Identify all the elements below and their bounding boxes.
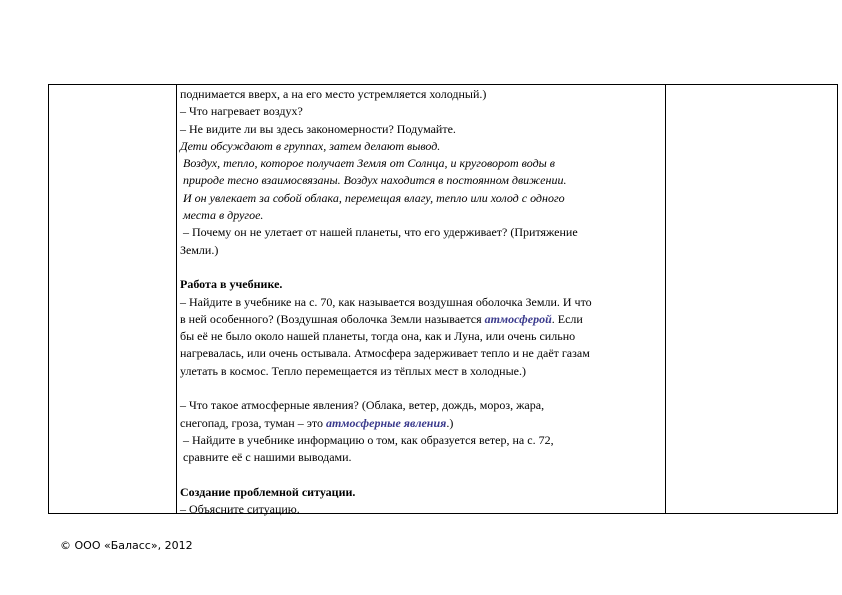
text-line: Земли.) — [180, 242, 219, 257]
text-fragment: . Если — [551, 311, 583, 326]
text-line: улетать в космос. Тепло перемещается из тёплых мест в холодные.) — [180, 363, 526, 378]
text-fragment: в ней особенного? (Воздушная оболочка Земли называется — [180, 311, 485, 326]
text-fragment: .) — [446, 415, 454, 430]
section-heading: Создание проблемной ситуации. — [180, 484, 356, 499]
text-line: нагревалась, или очень остывала. Атмосфера задерживает тепло и не даёт газам — [180, 346, 590, 361]
spacer — [180, 467, 665, 484]
question-line: – Что нагревает воздух? — [180, 104, 303, 119]
conclusion-line: природе тесно взаимосвязаны. Воздух находится в постоянном движении. — [183, 173, 567, 188]
question-line: – Найдите в учебнике на с. 70, как называется воздушная оболочка Земли. И что — [180, 294, 592, 309]
column-divider-right — [665, 85, 666, 513]
text-line — [180, 311, 665, 328]
conclusion-line: Воздух, тепло, которое получает Земля от Солнца, и круговорот воды в — [183, 156, 555, 171]
spacer — [180, 259, 665, 276]
spacer — [180, 380, 665, 397]
question-line: – Объясните ситуацию. — [180, 502, 300, 517]
question-line: – Найдите в учебнике информацию о том, как образуется ветер, на с. 72, — [183, 432, 554, 447]
text-line — [180, 415, 665, 432]
copyright-footer: © ООО «Баласс», 2012 — [60, 539, 193, 552]
question-line: – Почему он не улетает от нашей планеты, что его удерживает? (Притяжение — [183, 225, 578, 240]
text-line: бы её не было около нашей планеты, тогда она, как и Луна, или очень сильно — [180, 329, 576, 344]
key-term: атмосферой — [484, 311, 552, 326]
question-line: – Не видите ли вы здесь закономерности? Подумайте. — [180, 121, 456, 136]
section-heading: Работа в учебнике. — [180, 277, 283, 292]
question-line: – Что такое атмосферные явления? (Облака, ветер, дождь, мороз, жара, — [180, 398, 545, 413]
activity-note: Дети обсуждают в группах, затем делают вывод. — [180, 138, 441, 153]
column-divider-left — [176, 85, 177, 513]
conclusion-line: И он увлекает за собой облака, перемещая влагу, тепло или холод с одного — [183, 190, 565, 205]
conclusion-line: места в другое. — [183, 208, 264, 223]
lesson-content-cell — [180, 86, 665, 518]
text-fragment: снегопад, гроза, туман – это — [180, 415, 326, 430]
key-term: атмосферные явления — [325, 415, 447, 430]
text-line: сравните её с нашими выводами. — [183, 450, 352, 465]
text-line: поднимается вверх, а на его место устремляется холодный.) — [180, 87, 487, 101]
